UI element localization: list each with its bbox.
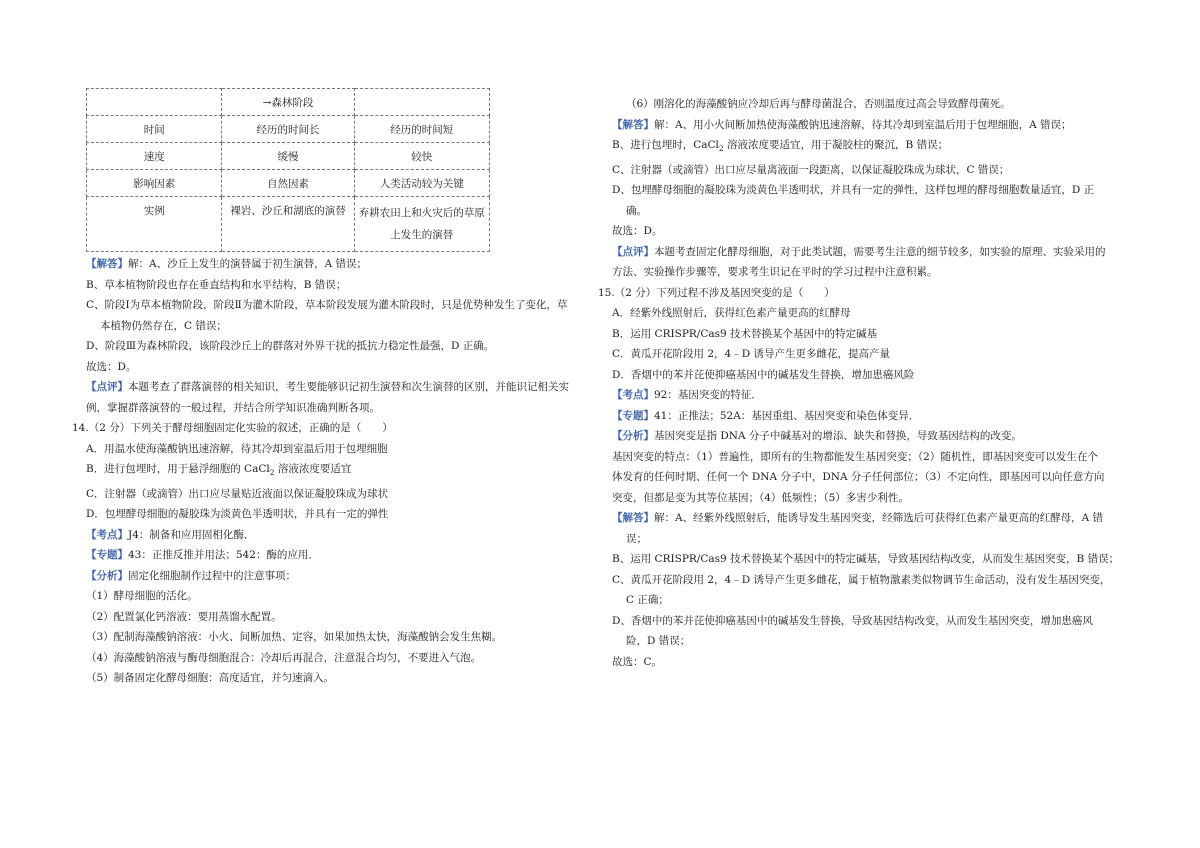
text-part: 溶液浓度要适宜，用于凝胶柱的聚沉，B 错误； (723, 139, 949, 151)
text-line: B、运用 CRISPR/Cas9 技术替换某个基因中的特定碱基，导致基因结构改变，从而发生基因突变，B 错误； (612, 553, 1120, 566)
subscript: 2 (718, 144, 724, 154)
table-row (87, 116, 490, 143)
table-cell (87, 89, 222, 116)
table-cell: 时间 (87, 116, 222, 143)
q15-zhuanti (612, 406, 1134, 427)
zhuanti-tag: 【专题】 (612, 409, 654, 422)
option-text: B．进行包埋时，用于悬浮细胞的 CaCl (86, 463, 270, 475)
text-line: （1）酵母细胞的活化。 (86, 590, 198, 603)
table-row (87, 197, 490, 252)
option-b: B．运用 CRISPR/Cas9 技术替换某个基因中的特定碱基 (612, 327, 878, 340)
table-cell: 较快 (354, 143, 489, 170)
table-cell-line: 弃耕农田上和火灾后的草原 (358, 207, 485, 219)
q14-stem: 14.（2 分）下列关于酵母细胞固定化实验的叙述，正确的是（ ） (72, 422, 393, 434)
text-line: （3）配制海藻酸钠溶液：小火、间断加热、定容，如果加热太快，海藻酸钠会发生焦糊。 (86, 631, 503, 644)
table-cell: 人类活动较为关键 (354, 170, 489, 197)
right-column (598, 94, 1134, 672)
table-row (87, 89, 490, 116)
text-line: 方法、实验操作步骤等，要求考生识记在平时的学习过程中注意积累。 (612, 266, 938, 279)
q14-fenxi (86, 566, 592, 587)
table-cell: 速度 (87, 143, 222, 170)
text-line: 突变，但都是变为其等位基因；（4）低频性；（5）多害少利性。 (612, 491, 909, 504)
text-line: （5）制备固定化酵母细胞：高度适宜，并匀速滴入。 (86, 672, 335, 685)
answer-tag: 【解答】 (612, 512, 654, 525)
q13-comment (86, 377, 592, 398)
text-line: 险，D 错误； (626, 635, 691, 648)
text-line: 本植物仍然存在，C 错误； (100, 319, 227, 332)
text-line: 例，掌握群落演替的一般过程，并结合所学知识准确判断各项。 (86, 401, 380, 414)
text-line: 基因突变的特点：（1）普遍性，即所有的生物都能发生基因突变；（2）随机性，即基因突变可以发生在个 (612, 450, 1098, 463)
table-cell: →森林阶段 (222, 89, 354, 116)
text-line: C 正确； (626, 594, 669, 607)
table-row (87, 170, 490, 197)
text-line: （6）刚溶化的海藻酸钠应冷却后再与酵母菌混合，否则温度过高会导致酵母菌死。 (626, 98, 1011, 110)
q15-answer (612, 508, 1134, 529)
table-cell: 自然因素 (222, 170, 354, 197)
fenxi-tag: 【分析】 (86, 569, 128, 582)
q13-answer (86, 254, 592, 275)
answer-tag: 【解答】 (86, 258, 128, 270)
text-line: （4）海藻酸钠溶液与酶母细胞混合：冷却后再混合，注意混合均匀，不要进入气泡。 (86, 651, 482, 664)
left-column (72, 88, 592, 689)
text-line: 误； (626, 532, 647, 545)
comment-text: 本题考查了群落演替的相关知识，考生要能够识记初生演替和次生演替的区别，并能识记相关实 (128, 381, 569, 393)
q14-answer (612, 115, 1134, 136)
kaodian-text: J4：制备和应用固相化酶． (128, 528, 255, 541)
table-cell-line: 上发生的演替 (390, 229, 454, 241)
kaodian-text: 92：基因突变的特征． (654, 389, 762, 402)
comment-tag: 【点评】 (612, 245, 654, 258)
answer-text: 解：A、用小火间断加热使海藻酸钠迅速溶解，待其冷却到室温后用于包埋细胞，A 错误； (654, 118, 1072, 131)
option-text: 溶液浓度要适宜 (274, 463, 352, 475)
q15-fenxi (612, 426, 1134, 447)
q15-stem: 15.（2 分）下列过程不涉及基因突变的是（ ） (598, 286, 835, 299)
option-a: A．用温水使海藻酸钠迅速溶解，待其冷却到室温后用于包埋细胞 (86, 442, 388, 455)
option-c: C．注射器（或滴管）出口应尽量贴近液面以保证凝胶珠成为球状 (86, 487, 389, 500)
text-line: D、阶段Ⅲ为森林阶段，该阶段沙丘上的群落对外界干扰的抵抗力稳定性最强，D 正确。 (86, 340, 495, 352)
text-line: C、注射器（或滴管）出口应尽量离液面一段距离，以保证凝胶珠成为球状，C 错误； (612, 163, 1010, 176)
table-cell: 经历的时间短 (354, 116, 489, 143)
kaodian-tag: 【考点】 (612, 389, 654, 402)
text-line: 故选：D。 (612, 225, 663, 238)
zhuanti-text: 43：正推反推并用法；542：酶的应用． (128, 549, 319, 562)
text-line (612, 135, 1134, 160)
option-d: D．香烟中的苯并芘使抑癌基因中的碱基发生替换，增加患癌风险 (612, 368, 915, 381)
comment-tag: 【点评】 (86, 381, 128, 393)
q14-comment (612, 242, 1134, 263)
text-part: B、进行包埋时，CaCl (612, 139, 719, 151)
option-a: A．经紫外线照射后，获得红色素产量更高的红酵母 (612, 307, 851, 320)
text-line: D、香烟中的苯并芘使抑癌基因中的碱基发生替换，导致基因结构改变，从而发生基因突变，增加患癌风 (612, 614, 1093, 627)
answer-text: 解：A、经紫外线照射后，能诱导发生基因突变，经筛选后可获得红色素产量更高的红酵母，A 错 (654, 512, 1104, 525)
q15-kaodian (612, 385, 1134, 406)
fenxi-tag: 【分析】 (612, 430, 654, 443)
option-d: D．包埋酵母细胞的凝胶珠为淡黄色半透明状，并具有一定的弹性 (86, 508, 389, 521)
table-cell (354, 89, 489, 116)
comment-text: 本题考查固定化酵母细胞，对于此类试题，需要考生注意的细节较多，如实验的原理、实验采用的 (654, 245, 1106, 258)
table-row (87, 143, 490, 170)
text-line: 故选：C。 (612, 655, 663, 668)
fenxi-text: 基因突变是指 DNA 分子中碱基对的增添、缺失和替换，导致基因结构的改变。 (654, 430, 1022, 443)
kaodian-tag: 【考点】 (86, 528, 128, 541)
table-cell: 裸岩、沙丘和湖底的演替 (222, 197, 354, 252)
answer-text: 解：A、沙丘上发生的演替属于初生演替，A 错误； (128, 258, 368, 270)
text-line: 体发育的任何时期、任何一个 DNA 分子中，DNA 分子任何部位；（3）不定向性，即基因可以向任意方向 (612, 471, 1105, 484)
option-c: C．黄瓜开花阶段用 2，4﹣D 诱导产生更多雌花，提高产量 (612, 348, 890, 361)
table-cell: 影响因素 (87, 170, 222, 197)
text-line: 故选：D。 (86, 360, 137, 373)
answer-tag: 【解答】 (612, 118, 654, 131)
fenxi-text: 固定化细胞制作过程中的注意事项： (128, 569, 296, 582)
zhuanti-tag: 【专题】 (86, 549, 128, 562)
text-line: C、黄瓜开花阶段用 2，4﹣D 诱导产生更多雌花，属于植物激素类似物调节生命活动，没有发生基因突变， (612, 573, 1111, 586)
text-line: C、阶段Ⅰ为草本植物阶段，阶段Ⅱ为灌木阶段，草本阶段发展为灌木阶段时，只是优势种发生了变化，草 (86, 299, 568, 311)
zhuanti-text: 41：正推法；52A：基因重组、基因突变和染色体变异． (654, 409, 920, 422)
table-cell: 实例 (87, 197, 222, 252)
q14-kaodian (86, 525, 592, 546)
table-cell (354, 197, 489, 252)
q14-zhuanti (86, 545, 592, 566)
table-cell: 经历的时间长 (222, 116, 354, 143)
text-line: 确。 (626, 204, 647, 217)
text-line: D、包埋酵母细胞的凝胶珠为淡黄色半透明状，并具有一定的弹性，这样包埋的酵母细胞数量适宜，D 正 (612, 184, 1095, 197)
subscript: 2 (269, 468, 275, 478)
option-b (86, 459, 592, 484)
succession-comparison-table (86, 88, 490, 252)
text-line: B、草本植物阶段也存在垂直结构和水平结构，B 错误； (86, 278, 347, 291)
table-cell: 缓慢 (222, 143, 354, 170)
text-line: （2）配置氯化钙溶液：要用蒸馏水配置。 (86, 610, 282, 623)
